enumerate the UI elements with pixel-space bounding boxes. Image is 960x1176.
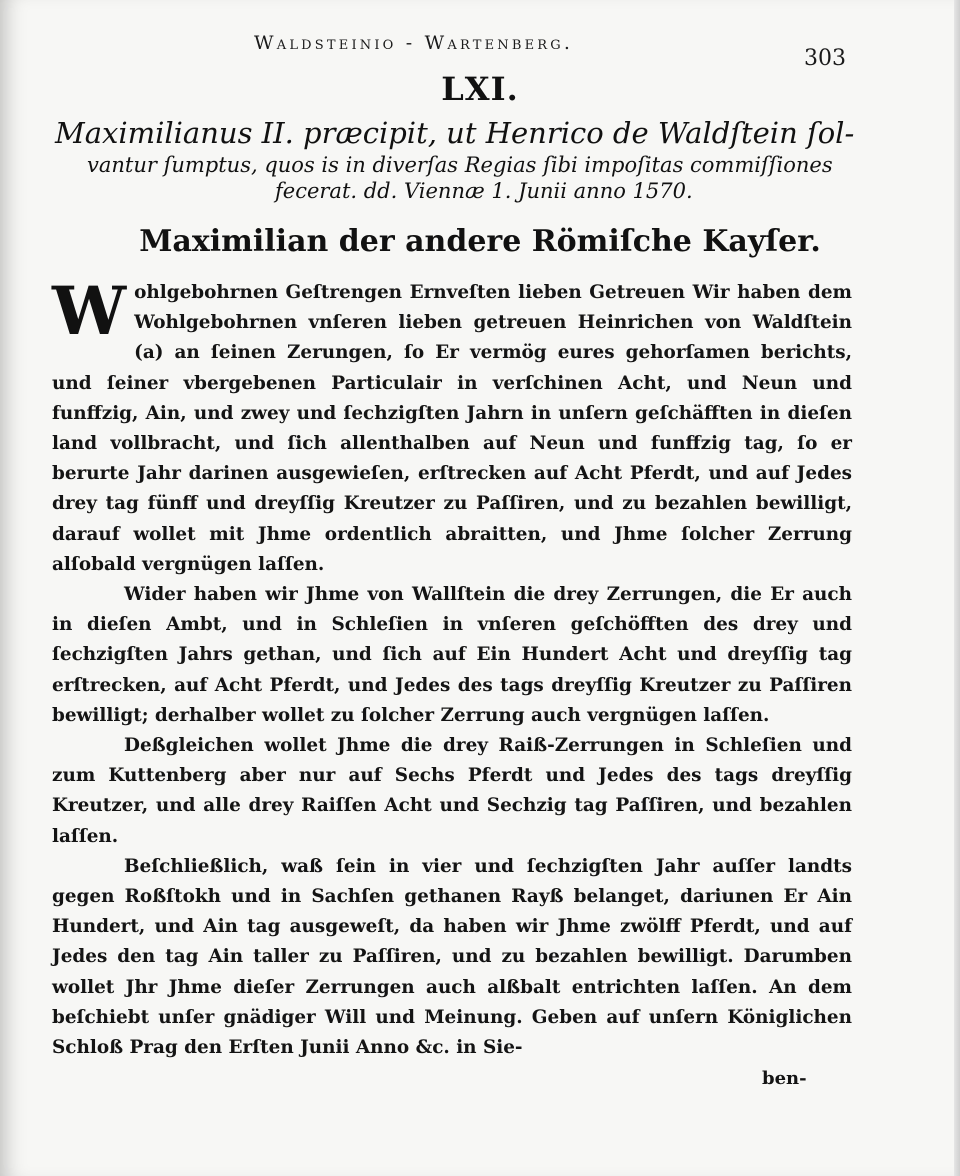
paragraph: Beſchließlich, waß ſein in vier und ſechzigſten Jahr auſſer landts gegen Roßſtokh und in Sachſen gethanen Rayß belanget, dariunen Er Ain Hundert, und Ain tag ausgeweſt, da haben wir Jhme zwölff Pferdt, und auf Jedes den tag Ain taller zu Paſſiren, und zu bezahlen bewilligt. Darumben wollet Jhr Jhme dieſer Zerrungen auch alßbalt entrichten laſſen. An dem beſchiebt unſer gnädiger Will und Meinung. Geben auf unſern Königlichen Schloß Prag den Erſten Junii Anno &c. in Sie- [52,855,852,1059]
catchword: ben- [762,1068,807,1089]
drop-cap: W [52,272,127,350]
body-text [52,272,852,1063]
latin-summary [55,114,915,204]
document-number: LXI. [441,70,519,108]
paragraph [52,272,852,580]
summary-line: vantur ſumptus, quos is in diverſas Regias ſibi impoſitas commiſſiones [87,153,833,177]
page-number: 303 [804,46,846,71]
running-head: Waldsteinio - Wartenberg. [254,32,574,54]
page-edge [954,0,960,1176]
paragraph-text: ohlgebohrnen Geſtrengen Ernveſten lieben Getreuen Wir haben dem Wohlgebohrnen vnſeren lieben getreuen Heinrichen von Waldſtein (a) an ſeinen Zerungen, ſo Er vermög eures gehorſamen berichts, und ſeiner vbergebenen Particulair in verſchinen Acht, und Neun und funffzig, Ain, und zwey und ſechzigſten Jahrn in unſern geſchäfften in dieſen land vollbracht, und ſich allenthalben auf Neun und funffzig tag, ſo er berurte Jahr darinen ausgewieſen, erſtrecken auf Acht Pferdt, und auf Jedes drey tag fünff und dreyſſig Kreutzer zu Paſſiren, und zu bezahlen bewilligt, darauf wollet mit Jhme ordentlich abraitten, und Jhme ſolcher Zerrung alſobald vergnügen laſſen. [52,282,852,575]
paragraph: Wider haben wir Jhme von Wallſtein die drey Zerrungen, die Er auch in dieſen Ambt, und in Schleſien in vnſeren geſchöfften des drey und ſechzigſten Jahrs gethan, und ſich auf Ein Hundert Acht und dreyſſig tag erſtrecken, auf Acht Pferdt, und Jedes des tags dreyſſig Kreutzer zu Paſſiren bewilligt; derhalber wollet zu ſolcher Zerrung auch vergnügen laſſen. [52,584,852,726]
summary-line: fecerat. dd. Viennæ 1. Junii anno 1570. [275,179,693,203]
page-header [0,30,960,70]
paragraph: Deßgleichen wollet Jhme die drey Raiß-Zerrungen in Schleſien und zum Kuttenberg aber nur auf Sechs Pferdt und Jedes des tags dreyſſig Kreutzer, und alle drey Raiſſen Acht und Sechzig tag Paſſiren, und bezahlen laſſen. [52,735,852,847]
summary-line: Maximilianus II. præcipit, ut Henrico de Waldſtein ſol- [55,116,855,150]
german-heading: Maximilian der andere Römiſche Kayſer. [139,224,821,259]
